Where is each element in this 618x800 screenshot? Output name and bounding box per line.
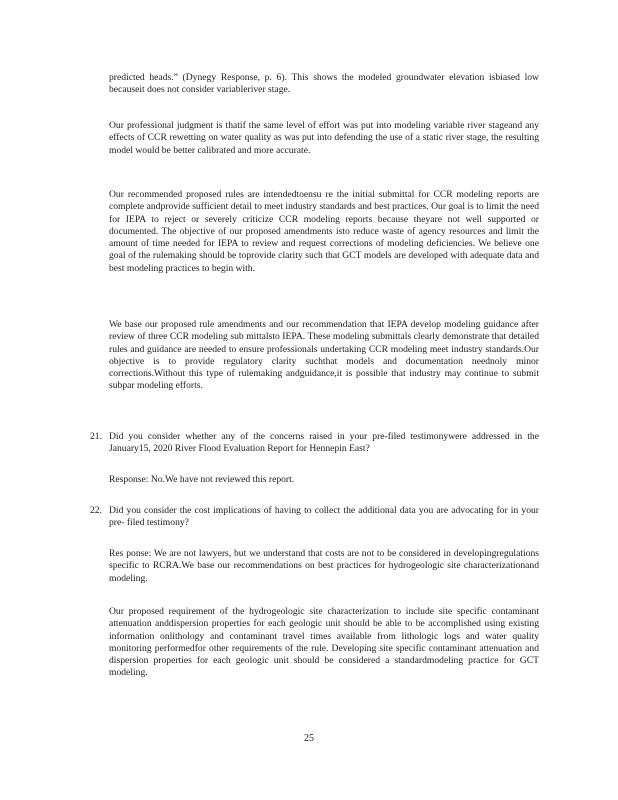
paragraph-predicted-heads: predicted heads.” (Dynegy Response, p. 6). This shows the modeled groundwater elevation isbiased low becauseit does not consider variableriver stage. — [109, 72, 539, 96]
paragraph-rule-amendments-basis: We base our proposed rule amendments and our recommendation that IEPA develop modeling guidance after review of three CCR modeling sub mittalsto IEPA. These modeling submittals clearly demonstrate that detailed rules and guidance are needed to ensure professionals undertaking CCR modeling meet industry standards.Our objective is to provide regulatory clarity suchthat models and documentation neednoly minor corrections.Without this type of rulemaking andguidance,it is possible that industry may continue to submit subpar modeling efforts. — [109, 319, 539, 392]
response-text: Res ponse: We are not lawyers, but we understand that costs are not to be considered in developingregulations specific to RCRA.We base our recommendations on best practices for hydrogeologic site characterizationand modeling. — [109, 548, 539, 584]
paragraph-recommended-rules: Our recommended proposed rules are intendedtoensu re the initial submittal for CCR modeling reports are complete andprovide sufficient detail to meet industry standards and best practices. Our goal is to limit the need for IEPA to reject or severely criticize CCR modeling reports because theyare not well supported or documented. The objective of our proposed amendments isto reduce waste of agency resources and limit the amount of time needed for IEPA to review and request corrections of modeling deficiencies. We believe one goal of the rulemaking should be toprovide clarity such that GCT models are developed with adequate data and best modeling practices to begin with. — [109, 189, 539, 274]
page-number: 25 — [304, 733, 314, 744]
question-number: 21. — [90, 431, 102, 442]
question-number: 22. — [90, 505, 102, 516]
response-text: Our proposed requirement of the hydrogeologic site characterization to include site specific contaminant attenuation anddispersion properties for each geologic unit should be able to be accomplished using existing information onlithology and contaminant travel times available from lithologic logs and water quality monitoring performedfor other requirements of the rule. Developing site specific contaminant attenuation and dispersion properties for each geologic unit should be considered a standardmodeling practice for GCT modeling. — [109, 606, 539, 679]
question-text: Did you consider whether any of the concerns raised in your pre-filed testimonywere addressed in the January15, 2020 River Flood Evaluation Report for Hennepin East? — [109, 431, 539, 455]
question-text: Did you consider the cost implications of having to collect the additional data you are advocating for in your pre- filed testimony? — [109, 505, 539, 529]
paragraph-professional-judgment: Our professional judgment is thatif the same level of effort was put into modeling variable river stageand any effects of CCR rewetting on water quality as was put into defending the use of a static river stage, the resulting model would be better calibrated and more accurate. — [109, 120, 539, 156]
response-text: Response: No.We have not reviewed this report. — [109, 474, 295, 485]
